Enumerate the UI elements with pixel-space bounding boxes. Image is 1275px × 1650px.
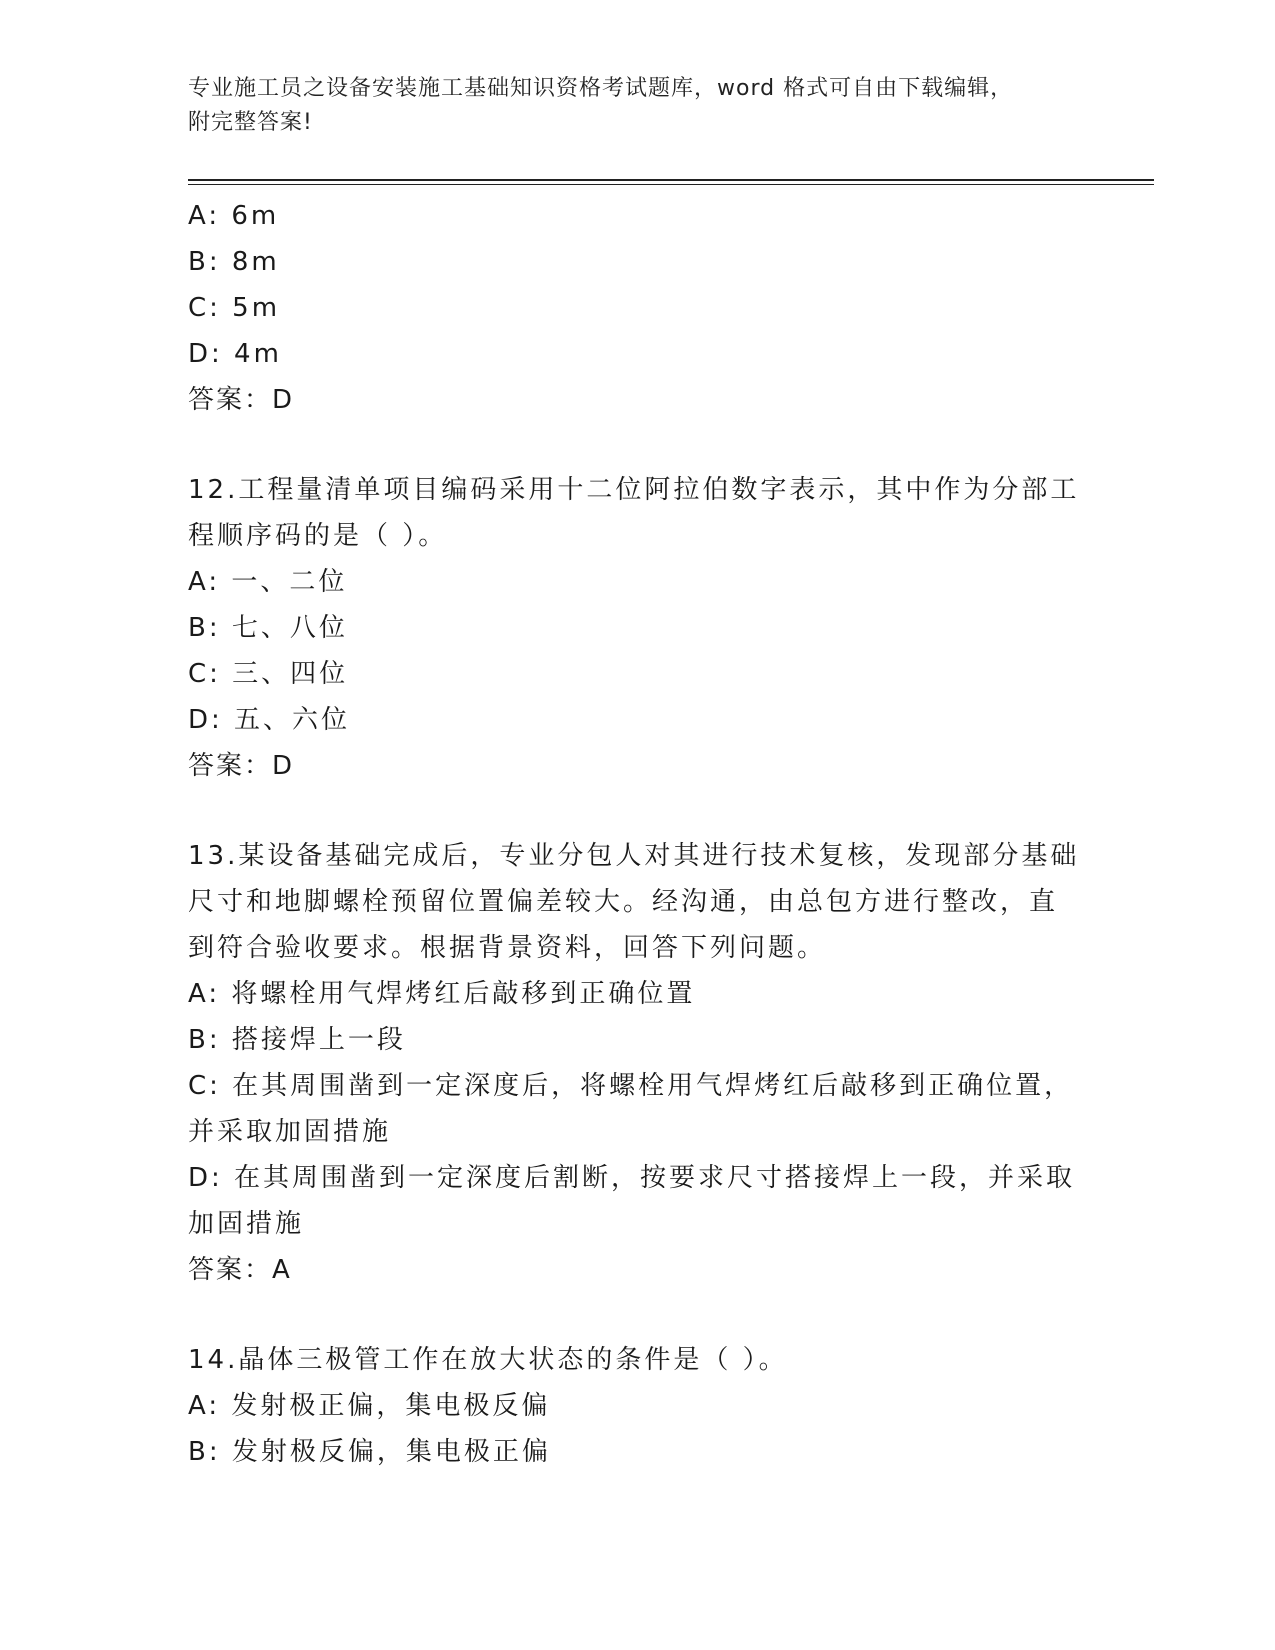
option-d: D: 五、六位 — [188, 705, 351, 735]
question-spacer — [188, 789, 1088, 833]
question-stem-line: 12.工程量清单项目编码采用十二位阿拉伯数字表示，其中作为分部工 — [188, 475, 1080, 505]
question-13 — [188, 833, 1088, 1293]
question-spacer — [188, 1293, 1088, 1337]
question-stem-line: 13.某设备基础完成后，专业分包人对其进行技术复核，发现部分基础 — [188, 841, 1080, 871]
answer-line: 答案：A — [188, 1255, 292, 1285]
header-line-2: 附完整答案! — [188, 110, 313, 135]
question-stem-line: 程顺序码的是（ ）。 — [188, 521, 448, 551]
option-c: C: 在其周围凿到一定深度后，将螺栓用气焊烤红后敲移到正确位置， — [188, 1071, 1074, 1101]
question-spacer — [188, 423, 1088, 467]
option-b: B: 七、八位 — [188, 613, 348, 643]
option-b: B: 8m — [188, 247, 280, 277]
option-b: B: 搭接焊上一段 — [188, 1025, 406, 1055]
option-d-continued: 加固措施 — [188, 1209, 305, 1239]
option-d: D: 在其周围凿到一定深度后割断，按要求尺寸搭接焊上一段，并采取 — [188, 1163, 1076, 1193]
answer-line: 答案：D — [188, 385, 295, 415]
option-a: A: 6m — [188, 201, 280, 231]
header-divider — [188, 179, 1154, 185]
option-c: C: 三、四位 — [188, 659, 349, 689]
document-header — [188, 72, 1088, 140]
question-11 — [188, 193, 1088, 423]
question-stem-line: 14.晶体三极管工作在放大状态的条件是（ ）。 — [188, 1345, 788, 1375]
question-stem-line: 到符合验收要求。根据背景资料，回答下列问题。 — [188, 933, 827, 963]
header-line-1: 专业施工员之设备安装施工基础知识资格考试题库，word 格式可自由下载编辑， — [188, 76, 1014, 101]
option-c: C: 5m — [188, 293, 281, 323]
question-12 — [188, 467, 1088, 789]
question-14 — [188, 1337, 1088, 1475]
option-d: D: 4m — [188, 339, 282, 369]
option-a: A: 发射极正偏，集电极反偏 — [188, 1391, 551, 1421]
option-b: B: 发射极反偏，集电极正偏 — [188, 1437, 551, 1467]
option-a: A: 将螺栓用气焊烤红后敲移到正确位置 — [188, 979, 696, 1009]
option-a: A: 一、二位 — [188, 567, 348, 597]
option-c-continued: 并采取加固措施 — [188, 1117, 392, 1147]
answer-line: 答案：D — [188, 751, 295, 781]
question-stem-line: 尺寸和地脚螺栓预留位置偏差较大。经沟通，由总包方进行整改，直 — [188, 887, 1059, 917]
question-list — [188, 193, 1088, 1475]
